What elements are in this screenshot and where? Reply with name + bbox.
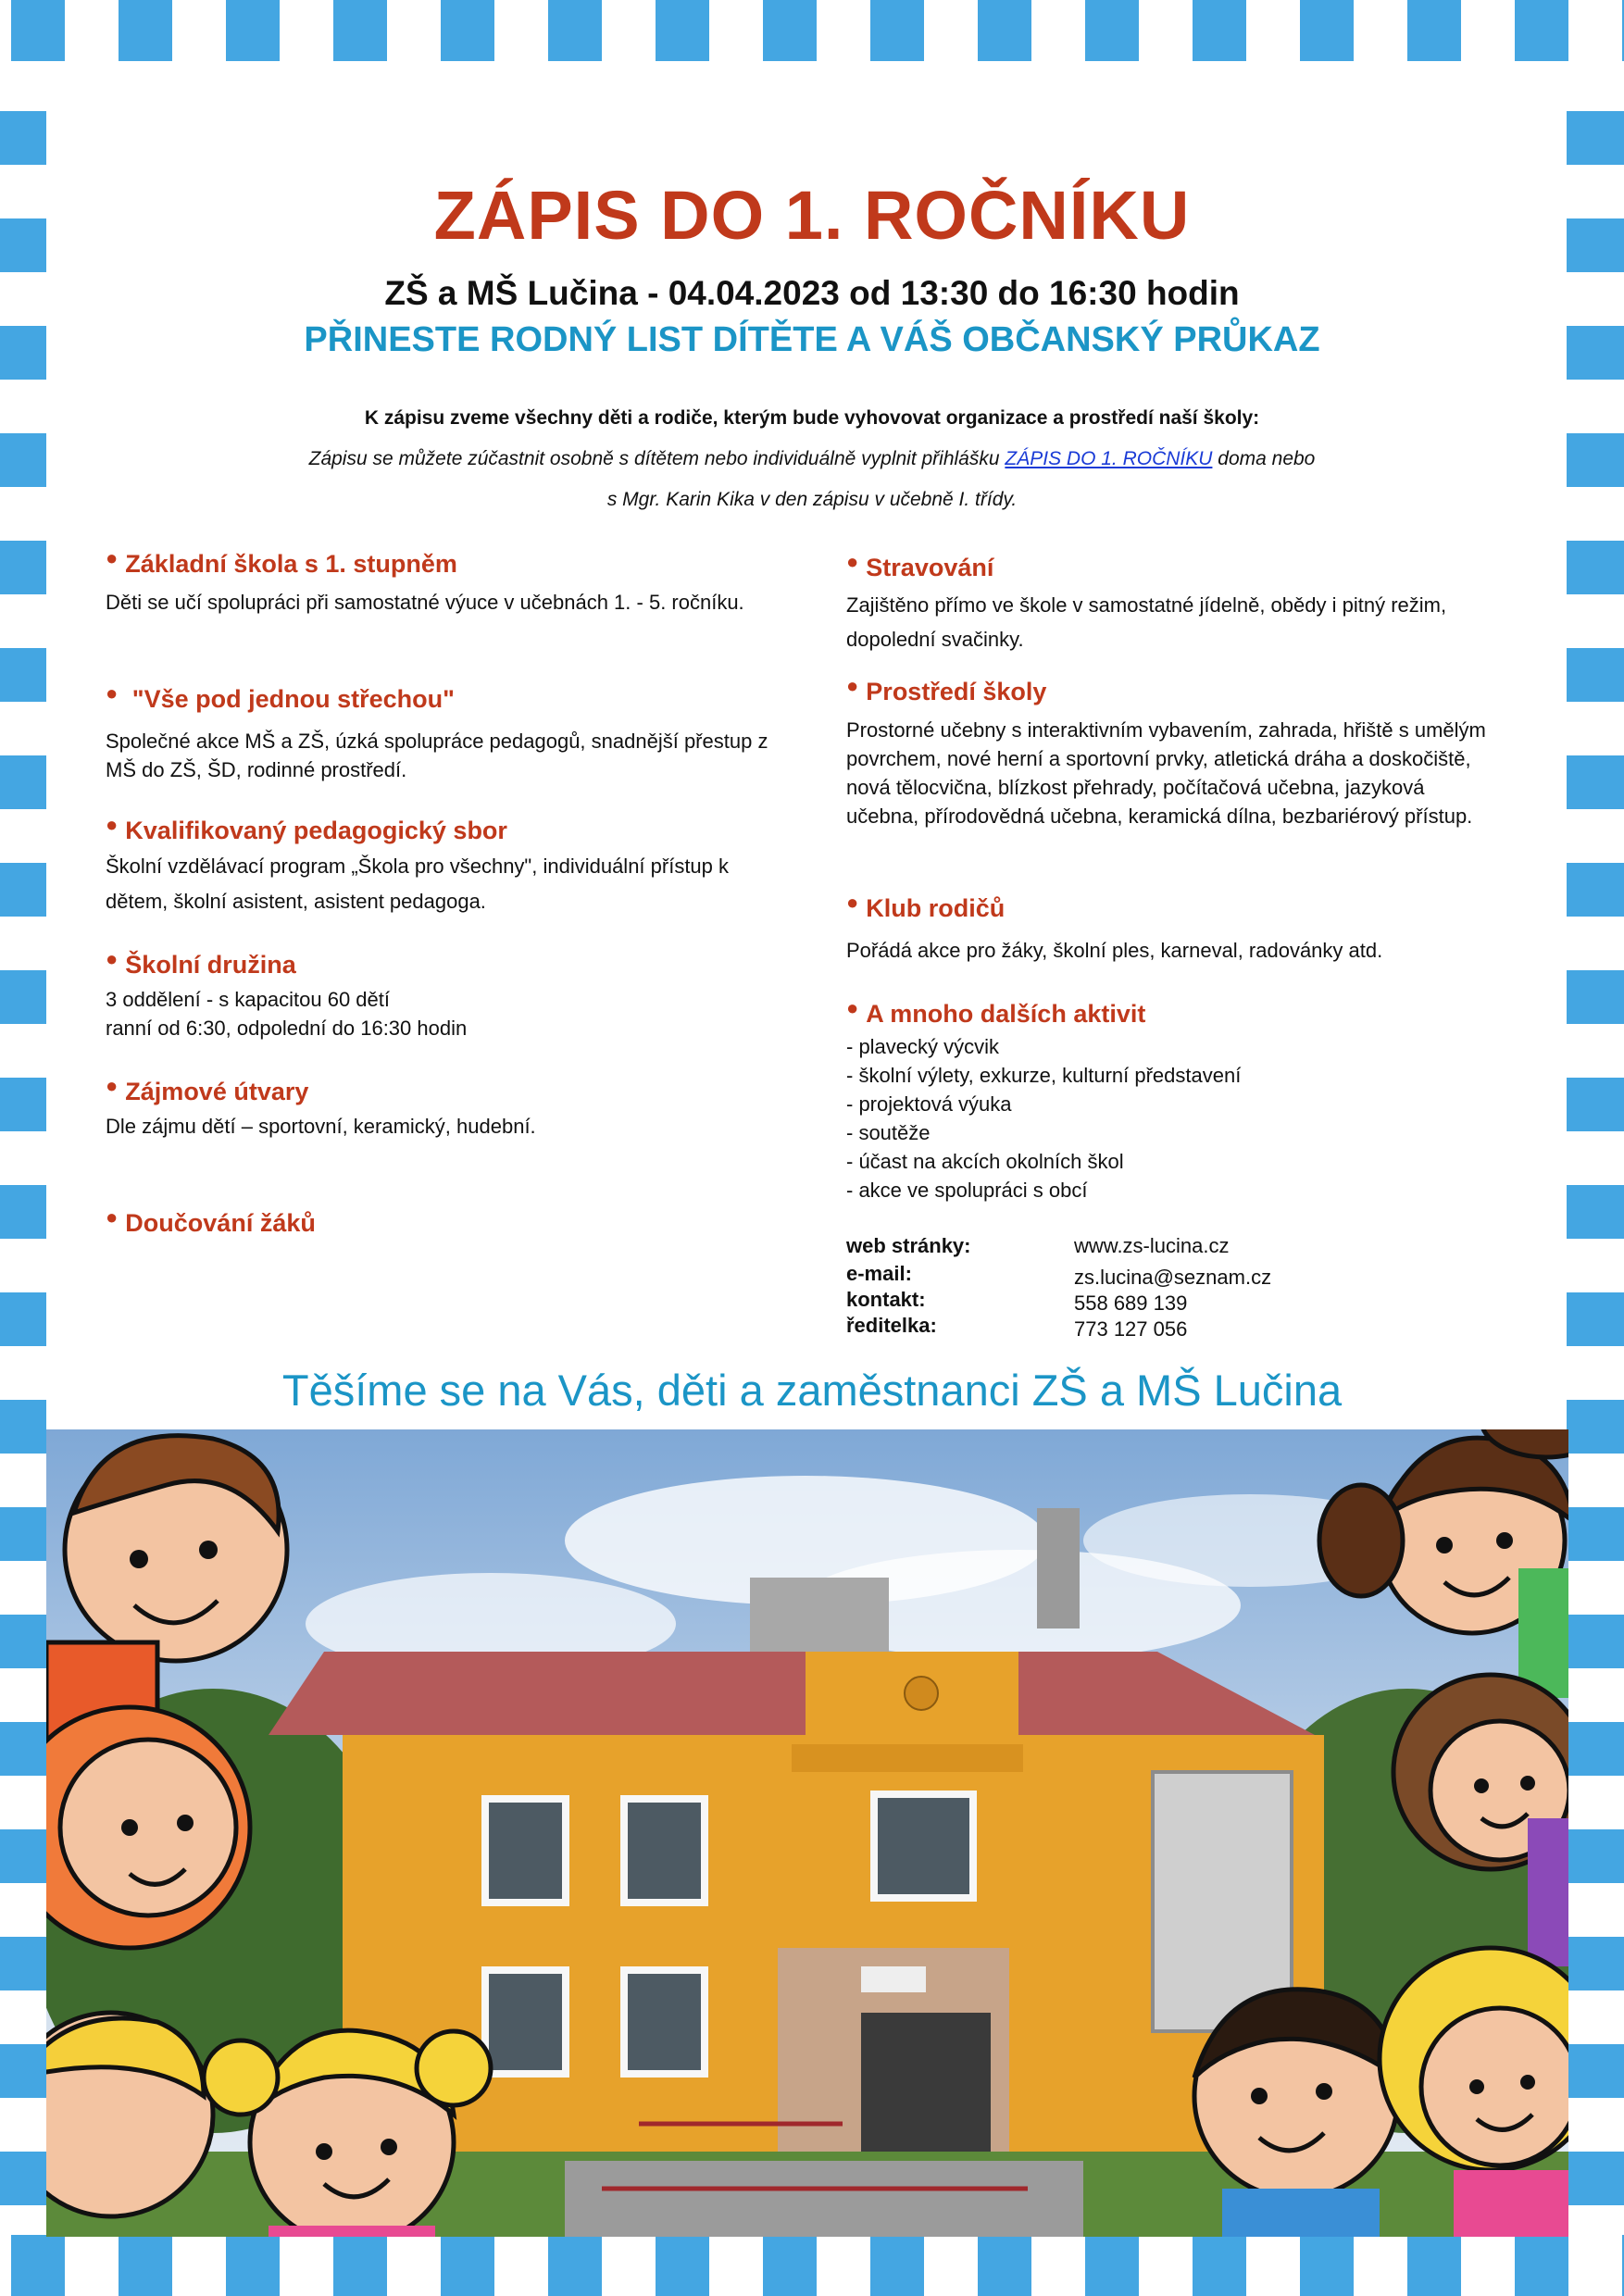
border-square	[978, 0, 1031, 61]
contact-row	[846, 1288, 1271, 1314]
section-body: Prostorné učebny s interaktivním vybavením, zahrada, hřiště s umělým povrchem, nové herní a sportovní prvky, atletická dráha a doskočiště, nová tělocvična, blízkost přehrady, počítačová učebna, jazyková učebna, přírodovědná učebna, keramická dílna, bezbariérový přístup.	[846, 718, 1486, 828]
border-square	[226, 2235, 280, 2296]
section-heading: Stravování	[866, 554, 994, 581]
section-body: Společné akce MŠ a ZŠ, úzká spolupráce pedagogů, snadnější přestup z MŠ do ZŠ, ŠD, rodinné prostředí.	[106, 730, 768, 781]
border-square	[1567, 111, 1624, 165]
bullet-icon: ●	[106, 681, 119, 705]
page-title: ZÁPIS DO 1. ROČNÍKU	[433, 177, 1191, 254]
contact-row	[846, 1234, 1271, 1262]
contact-table	[846, 1234, 1271, 1341]
section-body: - plavecký výcvik - školní výlety, exkurze, kulturní představení - projektová výuka - soutěže - účast na akcích okolních škol - akce ve spolupráci s obcí	[846, 1035, 1242, 1202]
bullet-icon: ●	[846, 550, 859, 573]
border-square	[0, 2044, 46, 2098]
border-square	[0, 1292, 46, 1346]
application-form-link[interactable]: ZÁPIS DO 1. ROČNÍKU	[1005, 448, 1213, 469]
border-square	[0, 2152, 46, 2205]
border-square	[1567, 541, 1624, 594]
border-square	[1515, 0, 1568, 61]
bullet-icon: ●	[106, 1074, 119, 1097]
border-square	[1193, 0, 1246, 61]
section-heading: Školní družina	[125, 951, 296, 979]
contact-label: kontakt:	[846, 1288, 926, 1311]
section-zajmove-utvary	[106, 1074, 772, 1141]
section-heading: "Vše pod jednou střechou"	[125, 685, 455, 713]
border-square	[11, 2235, 65, 2296]
border-square	[870, 0, 924, 61]
border-square	[548, 2235, 602, 2296]
border-square	[441, 0, 494, 61]
section-body: Školní vzdělávací program „Škola pro všechny", individuální přístup k dětem, školní asistent, asistent pedagoga.	[106, 855, 730, 913]
section-heading: Prostředí školy	[866, 678, 1047, 705]
intro-line-2-end: doma nebo	[1212, 448, 1316, 469]
border-square	[1567, 1937, 1624, 1990]
section-pedagogicky-sbor	[106, 813, 772, 919]
section-prostredi-skoly	[846, 674, 1494, 830]
bullet-icon: ●	[106, 1205, 119, 1229]
border-square	[763, 0, 817, 61]
intro-line-2-start: Zápisu se můžete zúčastnit osobně s dítětem nebo individuálně vyplnit přihlášku	[308, 448, 1006, 469]
border-square	[441, 2235, 494, 2296]
intro-line-2	[0, 448, 1624, 470]
border-square	[1567, 863, 1624, 917]
border-square	[1567, 755, 1624, 809]
contact-label: e-mail:	[846, 1262, 912, 1285]
section-body: Děti se učí spolupráci při samostatné výuce v učebnách 1. - 5. ročníku.	[106, 591, 744, 614]
border-square	[226, 0, 280, 61]
border-square	[1300, 2235, 1354, 2296]
bullet-icon: ●	[106, 546, 119, 569]
border-square	[119, 2235, 172, 2296]
intro-line-1: K zápisu zveme všechny děti a rodiče, kterým bude vyhovovat organizace a prostředí naší školy:	[364, 407, 1260, 429]
border-square	[978, 2235, 1031, 2296]
border-square	[870, 2235, 924, 2296]
director-phone-value: 773 127 056	[1074, 1317, 1188, 1341]
border-square	[333, 2235, 387, 2296]
border-square	[0, 1507, 46, 1561]
contact-row	[846, 1314, 1271, 1341]
border-square	[1193, 2235, 1246, 2296]
border-square	[1407, 0, 1461, 61]
border-square	[0, 1722, 46, 1776]
border-square	[0, 755, 46, 809]
border-square	[656, 0, 709, 61]
border-square	[0, 111, 46, 165]
border-square	[0, 970, 46, 1024]
border-square	[1567, 1615, 1624, 1668]
section-doucovani	[106, 1205, 772, 1238]
section-heading: Zájmové útvary	[125, 1078, 309, 1105]
bullet-icon: ●	[846, 674, 859, 697]
border-square	[0, 541, 46, 594]
section-zakladni-skola	[106, 546, 772, 617]
border-square	[656, 2235, 709, 2296]
border-square	[0, 1615, 46, 1668]
section-heading: Klub rodičů	[866, 894, 1006, 922]
bullet-icon: ●	[846, 891, 859, 914]
border-square	[0, 1078, 46, 1131]
border-square	[1567, 1078, 1624, 1131]
phone-value: 558 689 139	[1074, 1292, 1188, 1315]
intro-line-3: s Mgr. Karin Kika v den zápisu v učebně I. třídy.	[606, 489, 1018, 510]
border-square	[1515, 2235, 1568, 2296]
footer-greeting: Těšíme se na Vás, děti a zaměstnanci ZŠ a MŠ Lučina	[281, 1366, 1343, 1415]
border-square	[0, 1829, 46, 1883]
cartoon-boy-dark-hair	[1194, 1990, 1398, 2237]
border-square	[1567, 648, 1624, 702]
contact-label: web stránky:	[846, 1234, 971, 1257]
border-square	[1567, 2044, 1624, 2098]
border-square	[1085, 2235, 1139, 2296]
border-square	[1567, 1292, 1624, 1346]
event-subtitle: ZŠ a MŠ Lučina - 04.04.2023 od 13:30 do 16:30 hodin	[384, 274, 1240, 312]
border-square	[1085, 0, 1139, 61]
documents-notice: PŘINESTE RODNÝ LIST DÍTĚTE A VÁŠ OBČANSKÝ PRŮKAZ	[304, 320, 1320, 359]
border-square	[0, 863, 46, 917]
email-value[interactable]: zs.lucina@seznam.cz	[1074, 1266, 1272, 1289]
bullet-icon: ●	[846, 996, 859, 1019]
border-square	[1567, 1507, 1624, 1561]
border-square	[0, 648, 46, 702]
border-square	[11, 0, 65, 61]
contact-label: ředitelka:	[846, 1314, 937, 1337]
section-heading: Kvalifikovaný pedagogický sbor	[125, 817, 507, 844]
section-body: Pořádá akce pro žáky, školní ples, karneval, radovánky atd.	[846, 939, 1383, 962]
border-square	[1567, 1185, 1624, 1239]
border-square	[1407, 2235, 1461, 2296]
section-vse-pod-jednou-strechou	[106, 681, 772, 784]
section-heading: Doučování žáků	[125, 1209, 316, 1237]
border-square	[1567, 2152, 1624, 2205]
border-square	[548, 0, 602, 61]
section-body: 3 oddělení - s kapacitou 60 dětí ranní od 6:30, odpolední do 16:30 hodin	[106, 988, 468, 1040]
section-skolni-druzina	[106, 947, 772, 1042]
border-square	[1567, 1722, 1624, 1776]
bullet-icon: ●	[106, 813, 119, 836]
border-square	[1567, 970, 1624, 1024]
website-value[interactable]: www.zs-lucina.cz	[1074, 1234, 1230, 1257]
section-heading: Základní škola s 1. stupněm	[125, 550, 457, 578]
border-square	[763, 2235, 817, 2296]
border-square	[1567, 1829, 1624, 1883]
section-body: Dle zájmu dětí – sportovní, keramický, hudební.	[106, 1115, 536, 1138]
school-photo	[46, 1429, 1568, 2237]
section-stravovani	[846, 550, 1494, 656]
border-square	[0, 1185, 46, 1239]
section-body: Zajištěno přímo ve škole v samostatné jídelně, obědy i pitný režim, dopolední svačinky.	[846, 593, 1447, 651]
border-square	[0, 1937, 46, 1990]
border-square	[333, 0, 387, 61]
bullet-icon: ●	[106, 947, 119, 970]
section-dalsi-aktivity	[846, 996, 1494, 1204]
border-square	[1300, 0, 1354, 61]
section-heading: A mnoho dalších aktivit	[866, 1000, 1146, 1028]
border-square	[119, 0, 172, 61]
section-klub-rodicu	[846, 891, 1494, 965]
contact-row	[846, 1262, 1271, 1288]
